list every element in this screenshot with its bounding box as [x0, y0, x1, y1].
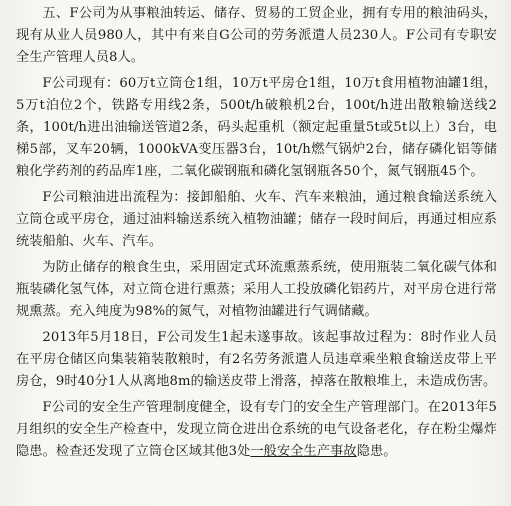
paragraph-fumigation: 为防止储存的粮食生虫，采用固定式环流熏蒸系统，使用瓶装二氧化碳气体和瓶装磷化氢气体，对立筒仓进行熏蒸；采用人工投放磷化铝药片，对平房仓进行常规熏蒸。充入纯度为98%的氮气，对植物油罐进行气调储藏。	[16, 260, 497, 319]
paragraph-equipment: F公司现有：60万t立筒仓1组，10万t平房仓1组，10万t食用植物油罐1组，5万t泊位2个，铁路专用线2条，500t/h破粮机2台，100t/h进出散粮输送线2条，100t/h进出油输送管道2条，码头起重机（额定起重量5t或5t以上）3台，电梯5部，叉车20辆，1000kVA变压器3台，10t/h燃气锅炉2台，储存磷化铝等储粮化学药剂的药品库1座，二氧化碳钢瓶和磷化氢钢瓶各50个，氮气钢瓶45个。	[16, 76, 497, 179]
paragraph-intro: 五、F公司为从事粮油转运、储存、贸易的工贸企业，拥有专用的粮油码头，现有从业人员980人，其中有来自G公司的劳务派遣人员230人。F公司有专职安全生产管理人员8人。	[16, 6, 497, 65]
paragraph-safety-management	[16, 397, 497, 463]
paragraph-process-flow: F公司粮油进出流程为：接卸船舶、火车、汽车来粮油，通过粮食输送系统入立筒仓或平房仓，通过油料输送系统入植物油罐；储存一段时间后，再通过相应系统装船舶、火车、汽车。	[16, 190, 497, 249]
underlined-phrase: 一般安全生产事故	[250, 444, 357, 459]
safety-text-before: F公司的安全生产管理制度健全，设有专门的安全生产管理部门。在2013年5月组织的安全生产检查中，发现立筒仓进出仓系统的电气设备老化，存在粉尘爆炸隐患。检查还发现了立筒仓区域其他3处	[16, 400, 497, 459]
paragraph-incident: 2013年5月18日，F公司发生1起未遂事故。该起事故过程为：8时作业人员在平房仓储区向集装箱装散粮时，有2名劳务派遣人员违章乘坐粮食输送皮带上平房仓，9时40分1人从离地8m的输送皮带上滑落，掉落在散粮堆上，未造成伤害。	[16, 330, 497, 389]
safety-text-after: 隐患。	[356, 444, 397, 459]
